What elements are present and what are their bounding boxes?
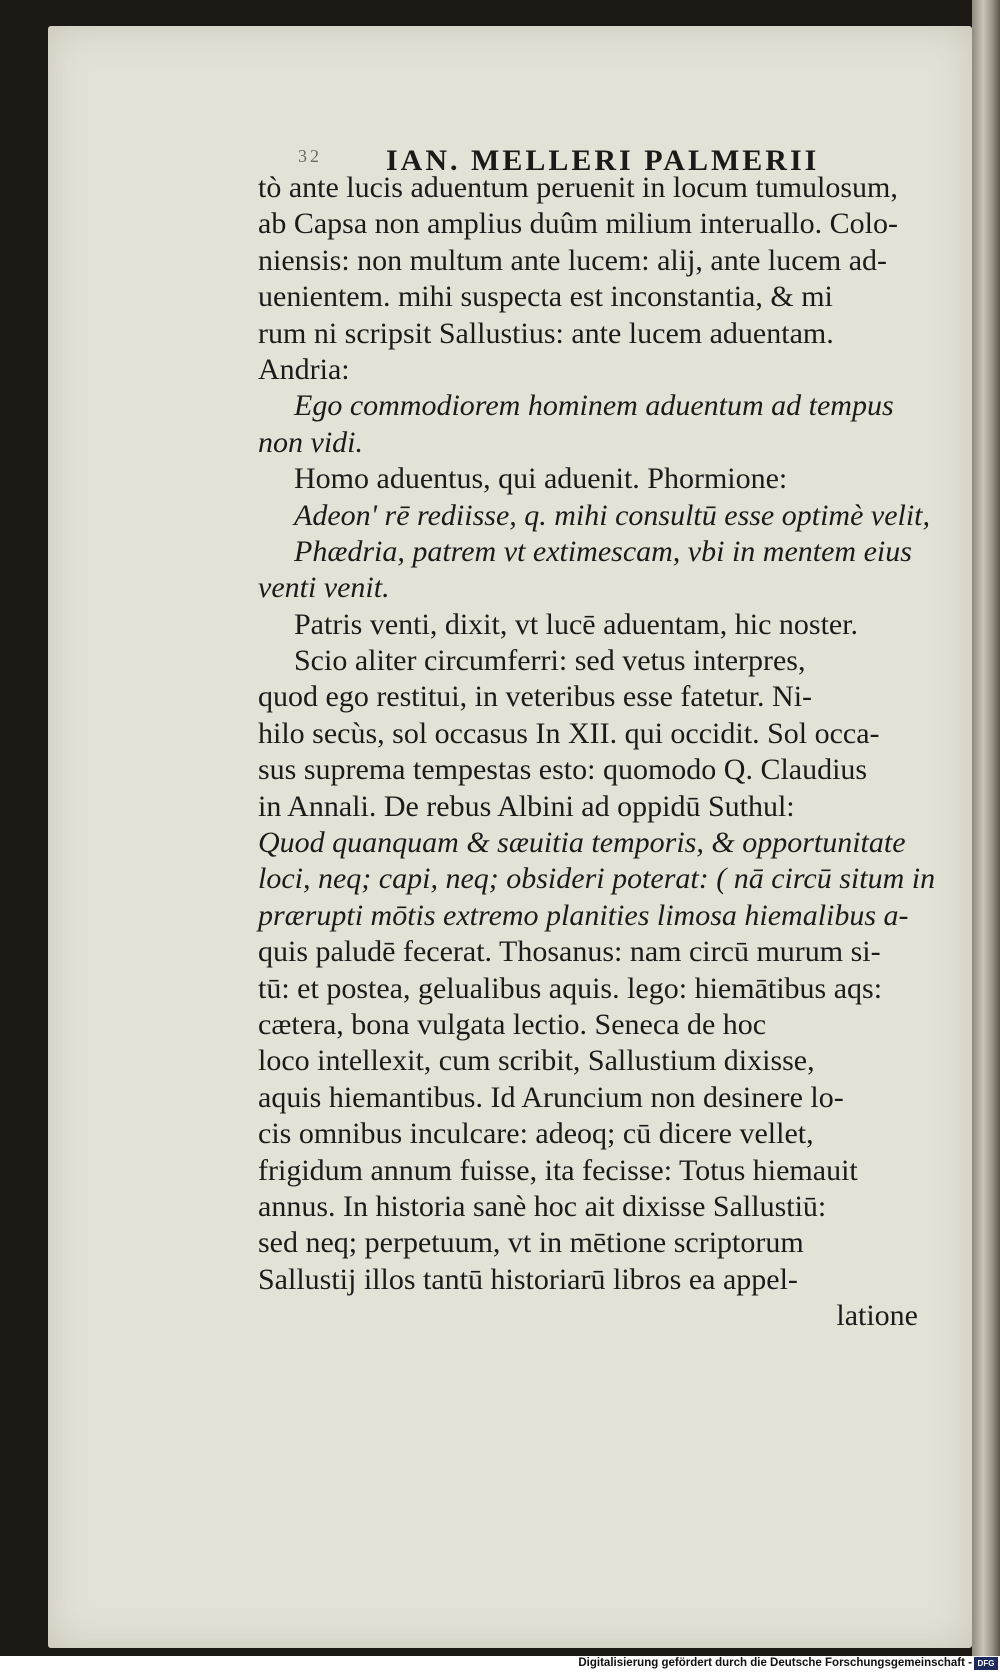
- text-line: quod ego restitui, in veteribus esse fatetur. Ni-: [258, 680, 813, 714]
- text-line: uenientem. mihi suspecta est inconstantia, & mi: [258, 280, 833, 314]
- body-text: [258, 170, 936, 1335]
- quote-line: Adeon' rē rediisse, q. mihi consultū esse optimè velit,: [294, 498, 931, 532]
- quote-line: Phædria, patrem vt extimescam, vbi in mentem eius: [294, 534, 912, 568]
- text-line: tò ante lucis aduentum peruenit in locum tumulosum,: [258, 171, 898, 204]
- quote-line: non vidi.: [258, 425, 363, 459]
- text-line: loco intellexit, cum scribit, Sallustium dixisse,: [258, 1044, 815, 1078]
- text-line: quis paludē fecerat. Thosanus: nam circū murum si-: [258, 935, 881, 969]
- dfg-logo: DFG: [974, 1657, 998, 1670]
- text-line: Scio aliter circumferri: sed vetus interpres,: [294, 644, 806, 678]
- text-line: rum ni scripsit Sallustius: ante lucem aduentam.: [258, 316, 834, 350]
- page-number: 32: [298, 146, 322, 166]
- text-line: sed neq; perpetuum, vt in mētione scriptorum: [258, 1226, 804, 1260]
- quote-line: venti venit.: [258, 571, 390, 605]
- text-line: cætera, bona vulgata lectio. Seneca de hoc: [258, 1007, 767, 1041]
- text-line: annus. In historia sanè hoc ait dixisse Sallustiū:: [258, 1189, 827, 1223]
- quote-line: Ego commodiorem hominem aduentum ad tempus: [294, 389, 894, 423]
- text-line: niensis: non multum ante lucem: alij, ante lucem ad-: [258, 243, 888, 277]
- catchword: latione: [836, 1299, 918, 1333]
- text-line: cis omnibus inculcare: adeoq; cū dicere vellet,: [258, 1117, 814, 1151]
- footer-credit: Digitalisierung gefördert durch die Deutsche Forschungsgemeinschaft -: [578, 1657, 972, 1669]
- text-line: hilo secùs, sol occasus In XII. qui occidit. Sol occa-: [258, 716, 880, 750]
- text-line: Patris venti, dixit, vt lucē aduentam, hic noster.: [294, 607, 859, 641]
- digitization-footer: [0, 1656, 1000, 1672]
- text-line: Sallustij illos tantū historiarū libros ea appel-: [258, 1262, 798, 1296]
- quote-line: loci, neq; capi, neq; obsideri poterat: ( nā circū situm in: [258, 862, 936, 896]
- book-spine-edge: [972, 0, 1000, 1656]
- text-line: Andria:: [258, 352, 350, 386]
- quote-line: Quod quanquam & sæuitia temporis, & opportunitate: [258, 826, 906, 860]
- text-line: in Annali. De rebus Albini ad oppidū Suthul:: [258, 789, 795, 823]
- text-line: aquis hiemantibus. Id Aruncium non desinere lo-: [258, 1080, 844, 1114]
- text-line: Homo aduentus, qui aduenit. Phormione:: [294, 462, 788, 496]
- text-line: ab Capsa non amplius duûm milium interuallo. Colo-: [258, 207, 898, 241]
- text-line: tū: et postea, gelualibus aquis. lego: hiemātibus aqs:: [258, 971, 883, 1005]
- text-line: sus suprema tempestas esto: quomodo Q. Claudius: [258, 753, 868, 787]
- quote-line: prærupti mōtis extremo planities limosa hiemalibus a-: [258, 898, 909, 932]
- text-line: frigidum annum fuisse, ita fecisse: Totus hiemauit: [258, 1153, 858, 1187]
- running-title: IAN. MELLERI PALMERII: [386, 144, 820, 177]
